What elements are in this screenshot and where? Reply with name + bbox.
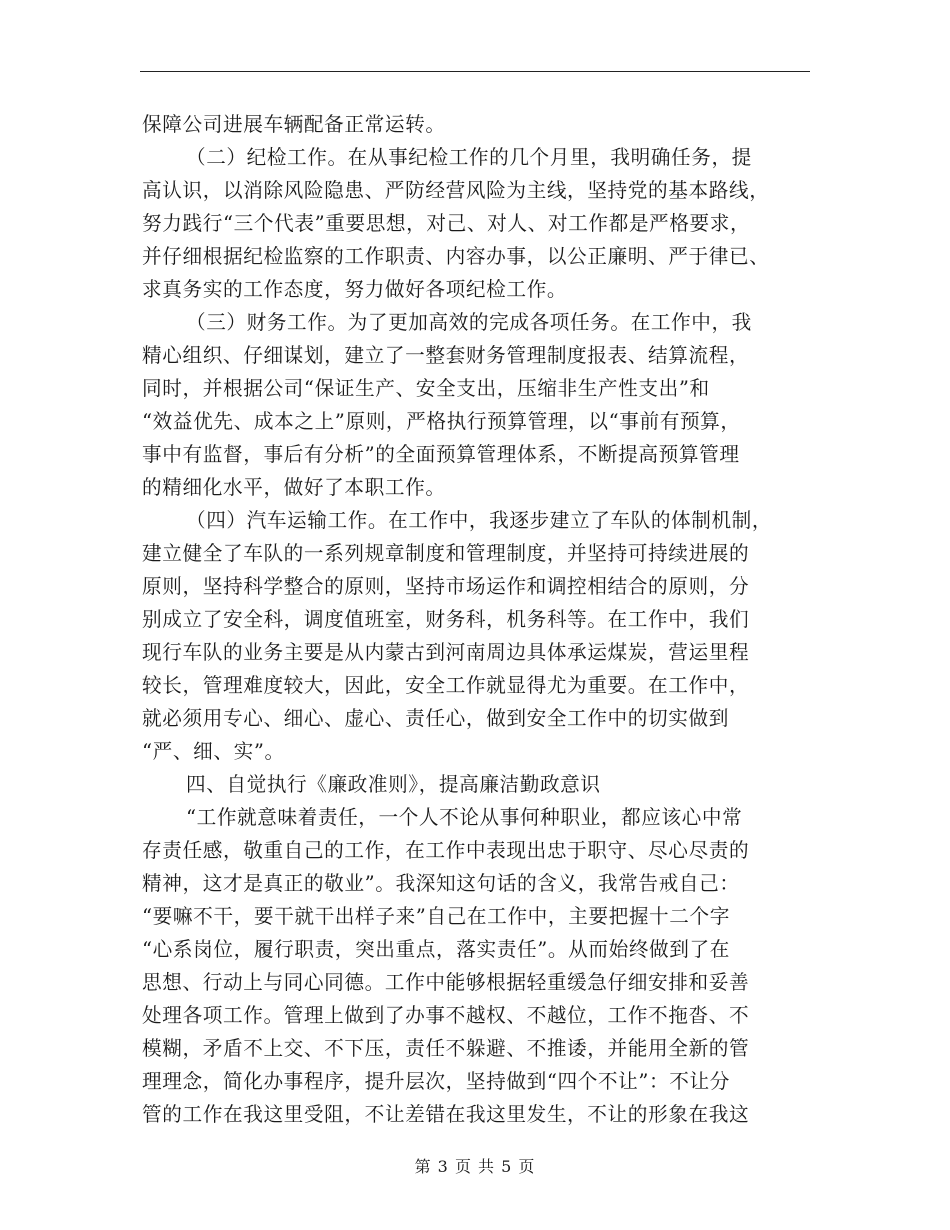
text-line: 精心组织、仔细谋划，建立了一整套财务管理制度报表、结算流程， [142,344,750,367]
text-line: 求真务实的工作态度，努力做好各项纪检工作。 [142,278,568,301]
text-line: 事中有监督，事后有分析”的全面预算管理体系，不断提高预算管理 [142,443,740,466]
text-line: 保障公司进展车辆配备正常运转。 [142,113,446,136]
text-line: 较长，管理难度较大，因此，安全工作就显得尤为重要。在工作中， [142,674,750,697]
text-line: 高认识，以消除风险隐患、严防经营风险为主线，坚持党的基本路线， [142,179,770,202]
text-line: 精神，这才是真正的敬业”。我深知这句话的含义，我常告戒自己： [142,872,740,895]
text-line: （四）汽车运输工作。在工作中，我逐步建立了车队的体制机制， [186,509,773,532]
text-line: 并仔细根据纪检监察的工作职责、内容办事，以公正廉明、严于律已、 [142,245,770,268]
page-footer: 第 3 页 共 5 页 [414,1157,536,1176]
text-line: 管的工作在我这里受阻，不让差错在我这里发生，不让的形象在我这 [142,1103,750,1126]
text-line: （三）财务工作。为了更加高效的完成各项任务。在工作中，我 [186,311,752,334]
text-line: 同时，并根据公司“保证生产、安全支出，压缩非生产性支出”和 [142,377,710,400]
text-line: 理理念，简化办事程序，提升层次，坚持做到“四个不让”：不让分 [142,1070,731,1093]
text-line: 思想、行动上与同心同德。工作中能够根据轻重缓急仔细安排和妥善 [142,971,750,994]
document-body [142,108,822,1131]
text-line: 就必须用专心、细心、虚心、责任心，做到安全工作中的切实做到 [142,707,729,730]
text-line: 建立健全了车队的一系列规章制度和管理制度，并坚持可持续进展的 [142,542,750,565]
text-line: “效益优先、成本之上”原则，严格执行预算管理，以“事前有预算， [142,410,741,433]
text-line: 的精细化水平，做好了本职工作。 [142,476,446,499]
text-line: 处理各项工作。管理上做到了办事不越权、不越位，工作不拖沓、不 [142,1004,750,1027]
text-line: 现行车队的业务主要是从内蒙古到河南周边具体承运煤炭，营运里程 [142,641,750,664]
text-line: “工作就意味着责任，一个人不论从事何种职业，都应该心中常 [186,806,743,829]
text-line: 存责任感，敬重自己的工作，在工作中表现出忠于职守、尽心尽责的 [142,839,750,862]
text-line: “要嘛不干，要干就干出样子来”自己在工作中，主要把握十二个字 [142,905,731,928]
text-line: （二）纪检工作。在从事纪检工作的几个月里，我明确任务，提 [186,146,752,169]
text-line: 四、自觉执行《廉政准则》，提高廉洁勤政意识 [186,773,601,796]
text-line: 原则，坚持科学整合的原则，坚持市场运作和调控相结合的原则，分 [142,575,750,598]
text-line: 别成立了安全科，调度值班室，财务科，机务科等。在工作中，我们 [142,608,750,631]
text-line: “心系岗位，履行职责，突出重点，落实责任”。从而始终做到了在 [142,938,731,961]
header-rule [140,71,810,72]
text-line: 模糊，矛盾不上交、不下压，责任不躲避、不推诿，并能用全新的管 [142,1037,750,1060]
text-line: “严、细、实”。 [142,740,285,763]
text-line: 努力践行“三个代表”重要思想，对己、对人、对工作都是严格要求， [142,212,751,235]
